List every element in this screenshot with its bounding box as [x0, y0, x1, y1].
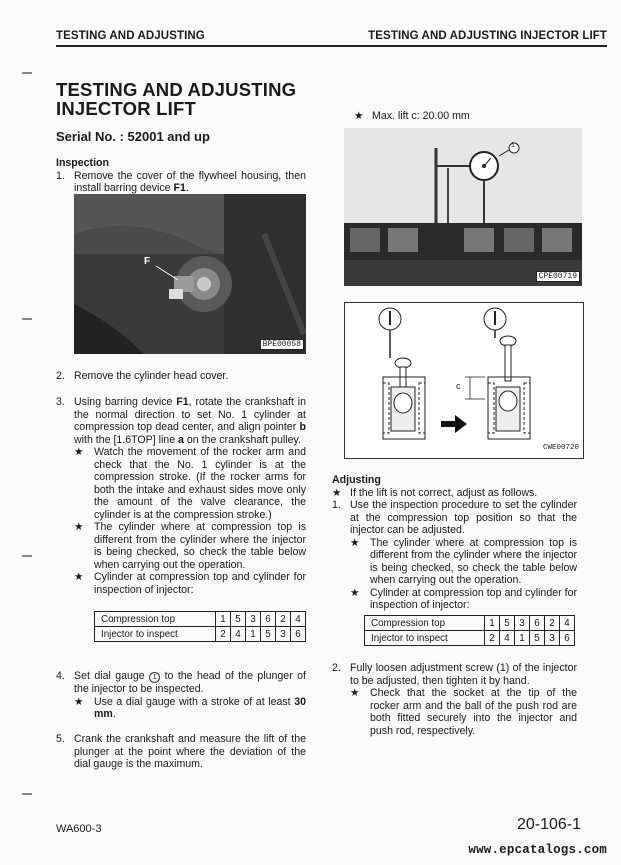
diagram-code: CWE00720	[542, 444, 579, 452]
step-5: 5. Crank the crankshaft and measure the lift of the plunger at the point where the deviation of the dial gauge is the maximum.	[56, 733, 306, 770]
serial-number: Serial No. : 52001 and up	[56, 129, 210, 144]
flywheel-photo	[74, 194, 306, 354]
step-3: 3. Using barring device F1, rotate the crankshaft in the normal direction to set No. 1 cylinder at compression top dead center, and align pointer b with the [1.6TOP] line a on the crankshaft pulley.	[56, 396, 307, 446]
note-rocker-arm: ★ Watch the movement of the rocker arm and check that the No. 1 cylinder is at the compression stroke. (If the rocker arms for both the intake and exhaust sides move only the amount of the valve clearance, the cylinder is at the compression stroke.)	[74, 446, 306, 521]
injector-table-left	[94, 611, 306, 642]
note-compression-top: ★ The cylinder where at compression top is different from the cylinder where the injector is being checked, so check the table below when carrying out the operation.	[74, 521, 306, 571]
note-table-intro: ★ Cylinder at compression top and cylinder for inspection of injector:	[74, 571, 306, 596]
adjust-step-1: 1. Use the inspection procedure to set the cylinder at the compression top position so that the injector can be adjusted.	[332, 499, 577, 536]
photo-callout-1: 1	[511, 142, 515, 149]
photo-code: CPE00719	[536, 271, 580, 282]
table-row: Injector to inspect 2 4 1 5 3 6	[365, 631, 575, 646]
page-title: TESTING AND ADJUSTING INJECTOR LIFT	[56, 79, 297, 119]
adjusting-note: ★ If the lift is not correct, adjust as follows.	[332, 486, 538, 499]
step-2: 2. Remove the cylinder head cover.	[56, 370, 229, 382]
margin-mark	[22, 555, 32, 557]
flywheel-photo-image	[74, 194, 306, 354]
adjusting-heading: Adjusting	[332, 474, 381, 486]
left-column	[56, 157, 306, 195]
header-section-title: TESTING AND ADJUSTING	[56, 30, 205, 42]
header-rule	[56, 45, 607, 47]
table-row: Injector to inspect 2 4 1 5 3 6	[95, 627, 306, 642]
margin-mark	[22, 318, 32, 320]
right-column	[332, 474, 577, 612]
adjust-note-compression: ★ The cylinder where at compression top is different from the cylinder where the injector is being checked, so check the table below when carrying out the operation.	[350, 536, 577, 586]
header-page-title: TESTING AND ADJUSTING INJECTOR LIFT	[368, 30, 607, 42]
adjust-step-2: 2. Fully loosen adjustment screw (1) of the injector to be adjusted, then tighten it by hand.	[332, 662, 577, 687]
step-1: 1. Remove the cover of the flywheel housing, then install barring device F1.	[56, 169, 306, 194]
injector-lift-diagram	[344, 302, 584, 459]
callout-circle-1: 1	[149, 672, 160, 683]
model-number: WA600-3	[56, 823, 102, 835]
max-lift-line: ★ Max. lift c: 20.00 mm	[354, 110, 470, 122]
dial-gauge-photo	[344, 128, 582, 286]
dial-gauge-photo-image	[344, 128, 582, 286]
margin-mark	[22, 72, 32, 74]
photo-callout-label: F	[144, 256, 151, 267]
dimension-c-label: c	[456, 381, 461, 391]
note-dial-gauge: ★ Use a dial gauge with a stroke of at least 30 mm.	[74, 695, 306, 720]
margin-mark	[22, 793, 32, 795]
step-4: 4. Set dial gauge 1 to the head of the plunger of the injector to be inspected.	[56, 670, 306, 695]
table-row: Compression top 1 5 3 6 2 4	[365, 616, 575, 631]
page-number: 20-106-1	[516, 816, 581, 833]
adjust-note-table-intro: ★ Cylinder at compression top and cylinder for inspection of injector:	[350, 586, 577, 611]
injector-table-right	[364, 615, 575, 646]
photo-code: BPE00058	[260, 339, 304, 350]
watermark: www.epcatalogs.com	[468, 843, 607, 857]
injector-lift-diagram-image	[345, 303, 583, 458]
table-row: Compression top 1 5 3 6 2 4	[95, 612, 306, 627]
adjust-note-socket: ★ Check that the socket at the tip of the rocker arm and the ball of the push rod are both fitted securely into the injector and push rod, respectively.	[350, 687, 577, 737]
inspection-heading: Inspection	[56, 157, 109, 169]
